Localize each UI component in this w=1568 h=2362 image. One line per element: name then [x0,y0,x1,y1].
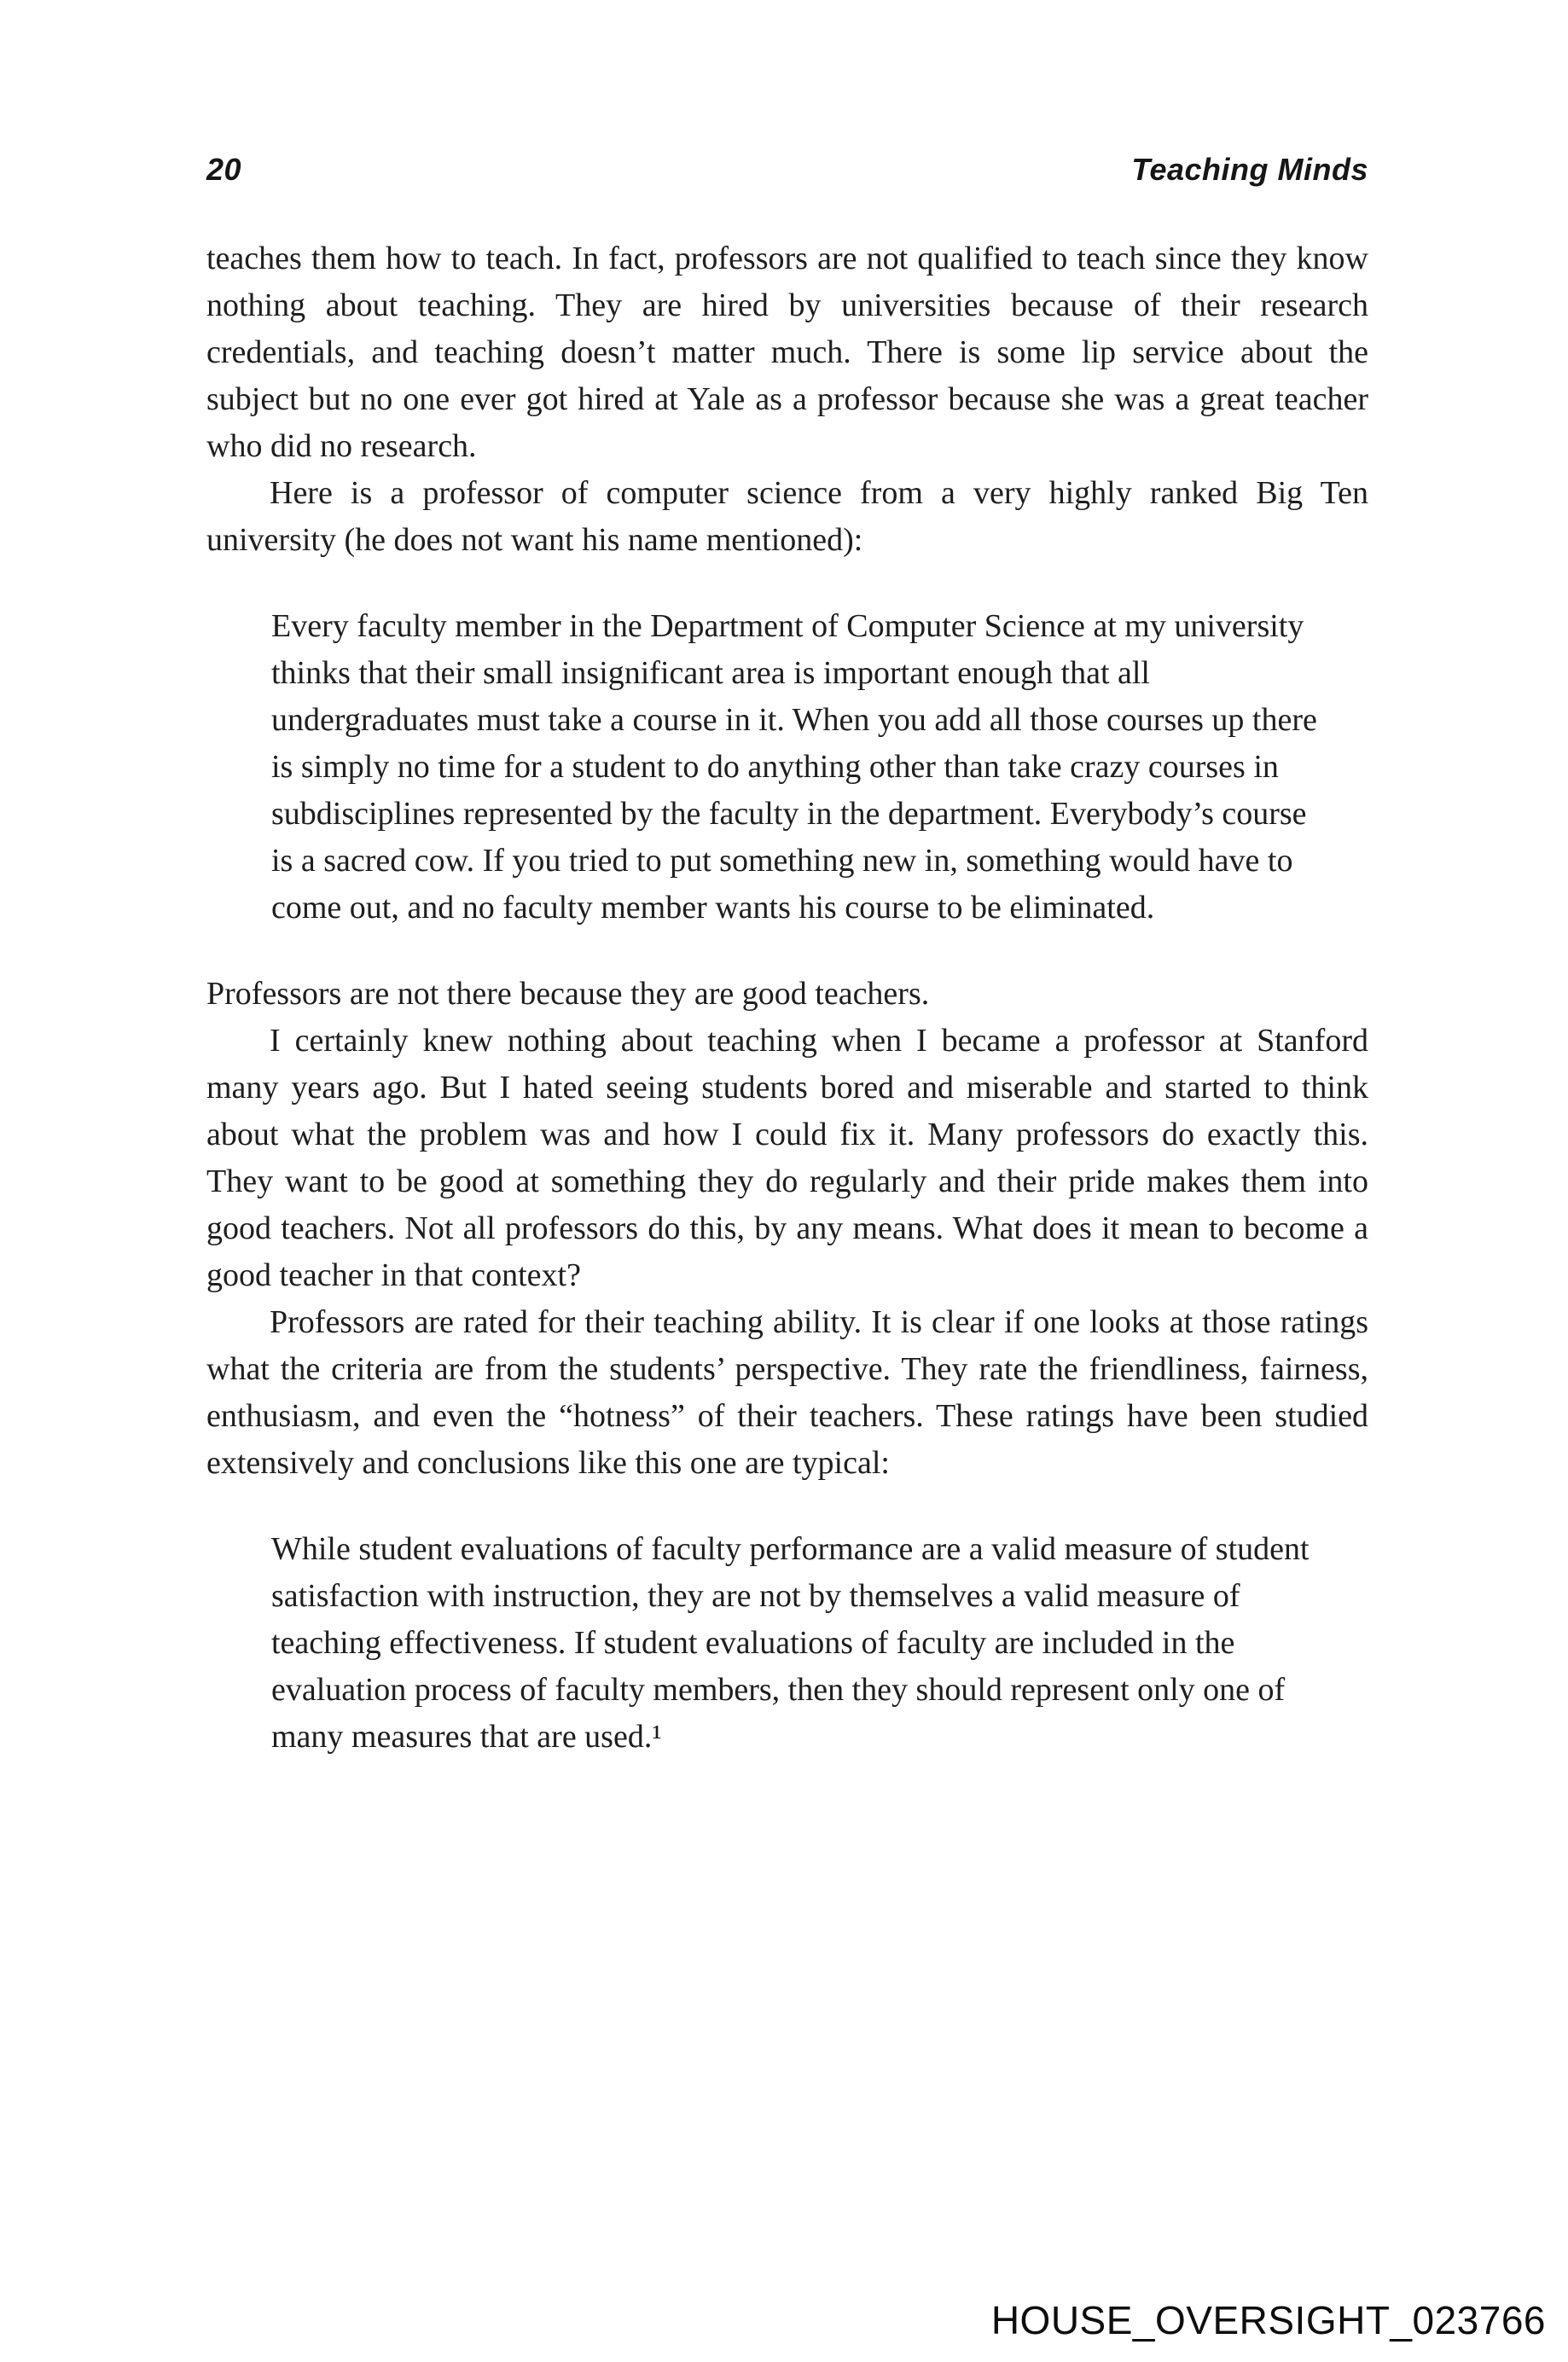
block-quote: While student evaluations of faculty performance are a valid measure of student satisfaction with instruction, they are not by themselves a valid measure of teaching effectiveness. If student evaluations of faculty are included in the evaluation process of faculty members, then they should represent only one of many measures that are used.¹ [271,1531,1310,1755]
page-content [206,152,1368,1800]
paragraph: teaches them how to teach. In fact, professors are not qualified to teach since they know nothing about teaching. They are hired by universities because of their research credentials, and teaching doesn’t matter much. There is some lip service about the subject but no one ever got hired at Yale as a professor because she was a great teacher who did no research. [206,241,1368,464]
running-head [206,152,1368,188]
doc-stamp: HOUSE_OVERSIGHT_023766 [990,2298,1546,2342]
page-number: 20 [206,152,242,187]
block-quote: Every faculty member in the Department of Computer Science at my university thinks that their small insignificant area is important enough that all undergraduates must take a course in it. When you add all those courses up there is simply no time for a student to do anything other than take crazy courses in subdisciplines represented by the faculty in the department. Everybody’s course is a sacred cow. If you tried to put something new in, something would have to come out, and no faculty member wants his course to be eliminated. [271,608,1317,926]
paragraph: Here is a professor of computer science from a very highly ranked Big Ten university (he does not want his name mentioned): [206,475,1368,558]
running-title: Teaching Minds [1131,152,1368,187]
body-text [206,235,1368,1761]
paragraph: I certainly knew nothing about teaching when I became a professor at Stanford many years ago. But I hated seeing students bored and miserable and started to think about what the problem was and how I could fix it. Many professors do exactly this. They want to be good at something they do regularly and their pride makes them into good teachers. Not all professors do this, by any means. What does it mean to become a good teacher in that context? [206,1023,1368,1293]
paragraph: Professors are rated for their teaching ability. It is clear if one looks at those ratings what the criteria are from the students’ perspective. They rate the friendliness, fairness, enthusiasm, and even the “hotness” of their teachers. These ratings have been studied extensively and conclusions like this one are typical: [206,1304,1368,1481]
paragraph: Professors are not there because they are good teachers. [206,976,930,1012]
